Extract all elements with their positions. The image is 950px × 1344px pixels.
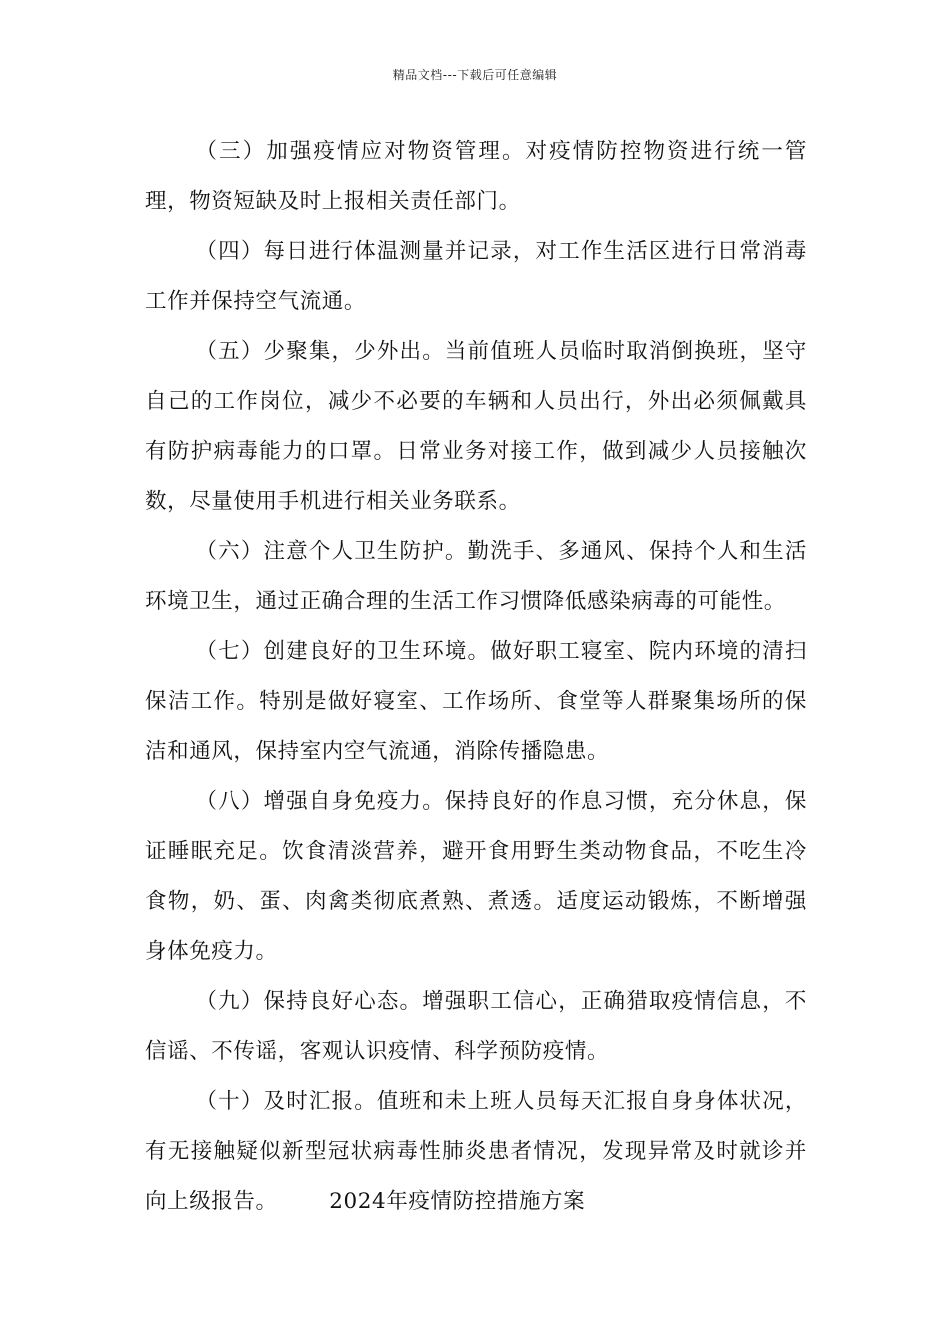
paragraph-6: （六）注意个人卫生防护。勤洗手、多通风、保持个人和生活环境卫生，通过正确合理的生活工作习惯降低感染病毒的可能性。 (145, 539, 807, 614)
paragraph-10-text: （十）及时汇报。值班和未上班人员每天汇报自身身体状况，有无接触疑似新型冠状病毒性肺炎患者情况，发现异常及时就诊并向上级报告。 (145, 1089, 807, 1214)
closing-title: 2024年疫情防控措施方案 (329, 1189, 586, 1214)
page-header: 精品文档---下载后可任意编辑 (392, 68, 558, 82)
paragraph-9: （九）保持良好心态。增强职工信心，正确猎取疫情信息，不信谣、不传谣，客观认识疫情、科学预防疫情。 (145, 989, 807, 1064)
paragraph-10 (145, 1077, 807, 1227)
paragraph-3: （三）加强疫情应对物资管理。对疫情防控物资进行统一管理，物资短缺及时上报相关责任部门。 (145, 139, 807, 214)
paragraph-7: （七）创建良好的卫生环境。做好职工寝室、院内环境的清扫保洁工作。特别是做好寝室、工作场所、食堂等人群聚集场所的保洁和通风，保持室内空气流通，消除传播隐患。 (145, 639, 807, 764)
document-body (145, 127, 807, 1227)
paragraph-4: （四）每日进行体温测量并记录，对工作生活区进行日常消毒工作并保持空气流通。 (145, 239, 807, 314)
paragraph-8: （八）增强自身免疫力。保持良好的作息习惯，充分休息，保证睡眠充足。饮食清淡营养，避开食用野生类动物食品，不吃生冷食物，奶、蛋、肉禽类彻底煮熟、煮透。适度运动锻炼，不断增强身体免疫力。 (145, 789, 807, 964)
paragraph-5: （五）少聚集，少外出。当前值班人员临时取消倒换班，坚守自己的工作岗位，减少不必要的车辆和人员出行，外出必须佩戴具有防护病毒能力的口罩。日常业务对接工作，做到减少人员接触次数，尽量使用手机进行相关业务联系。 (145, 339, 807, 514)
